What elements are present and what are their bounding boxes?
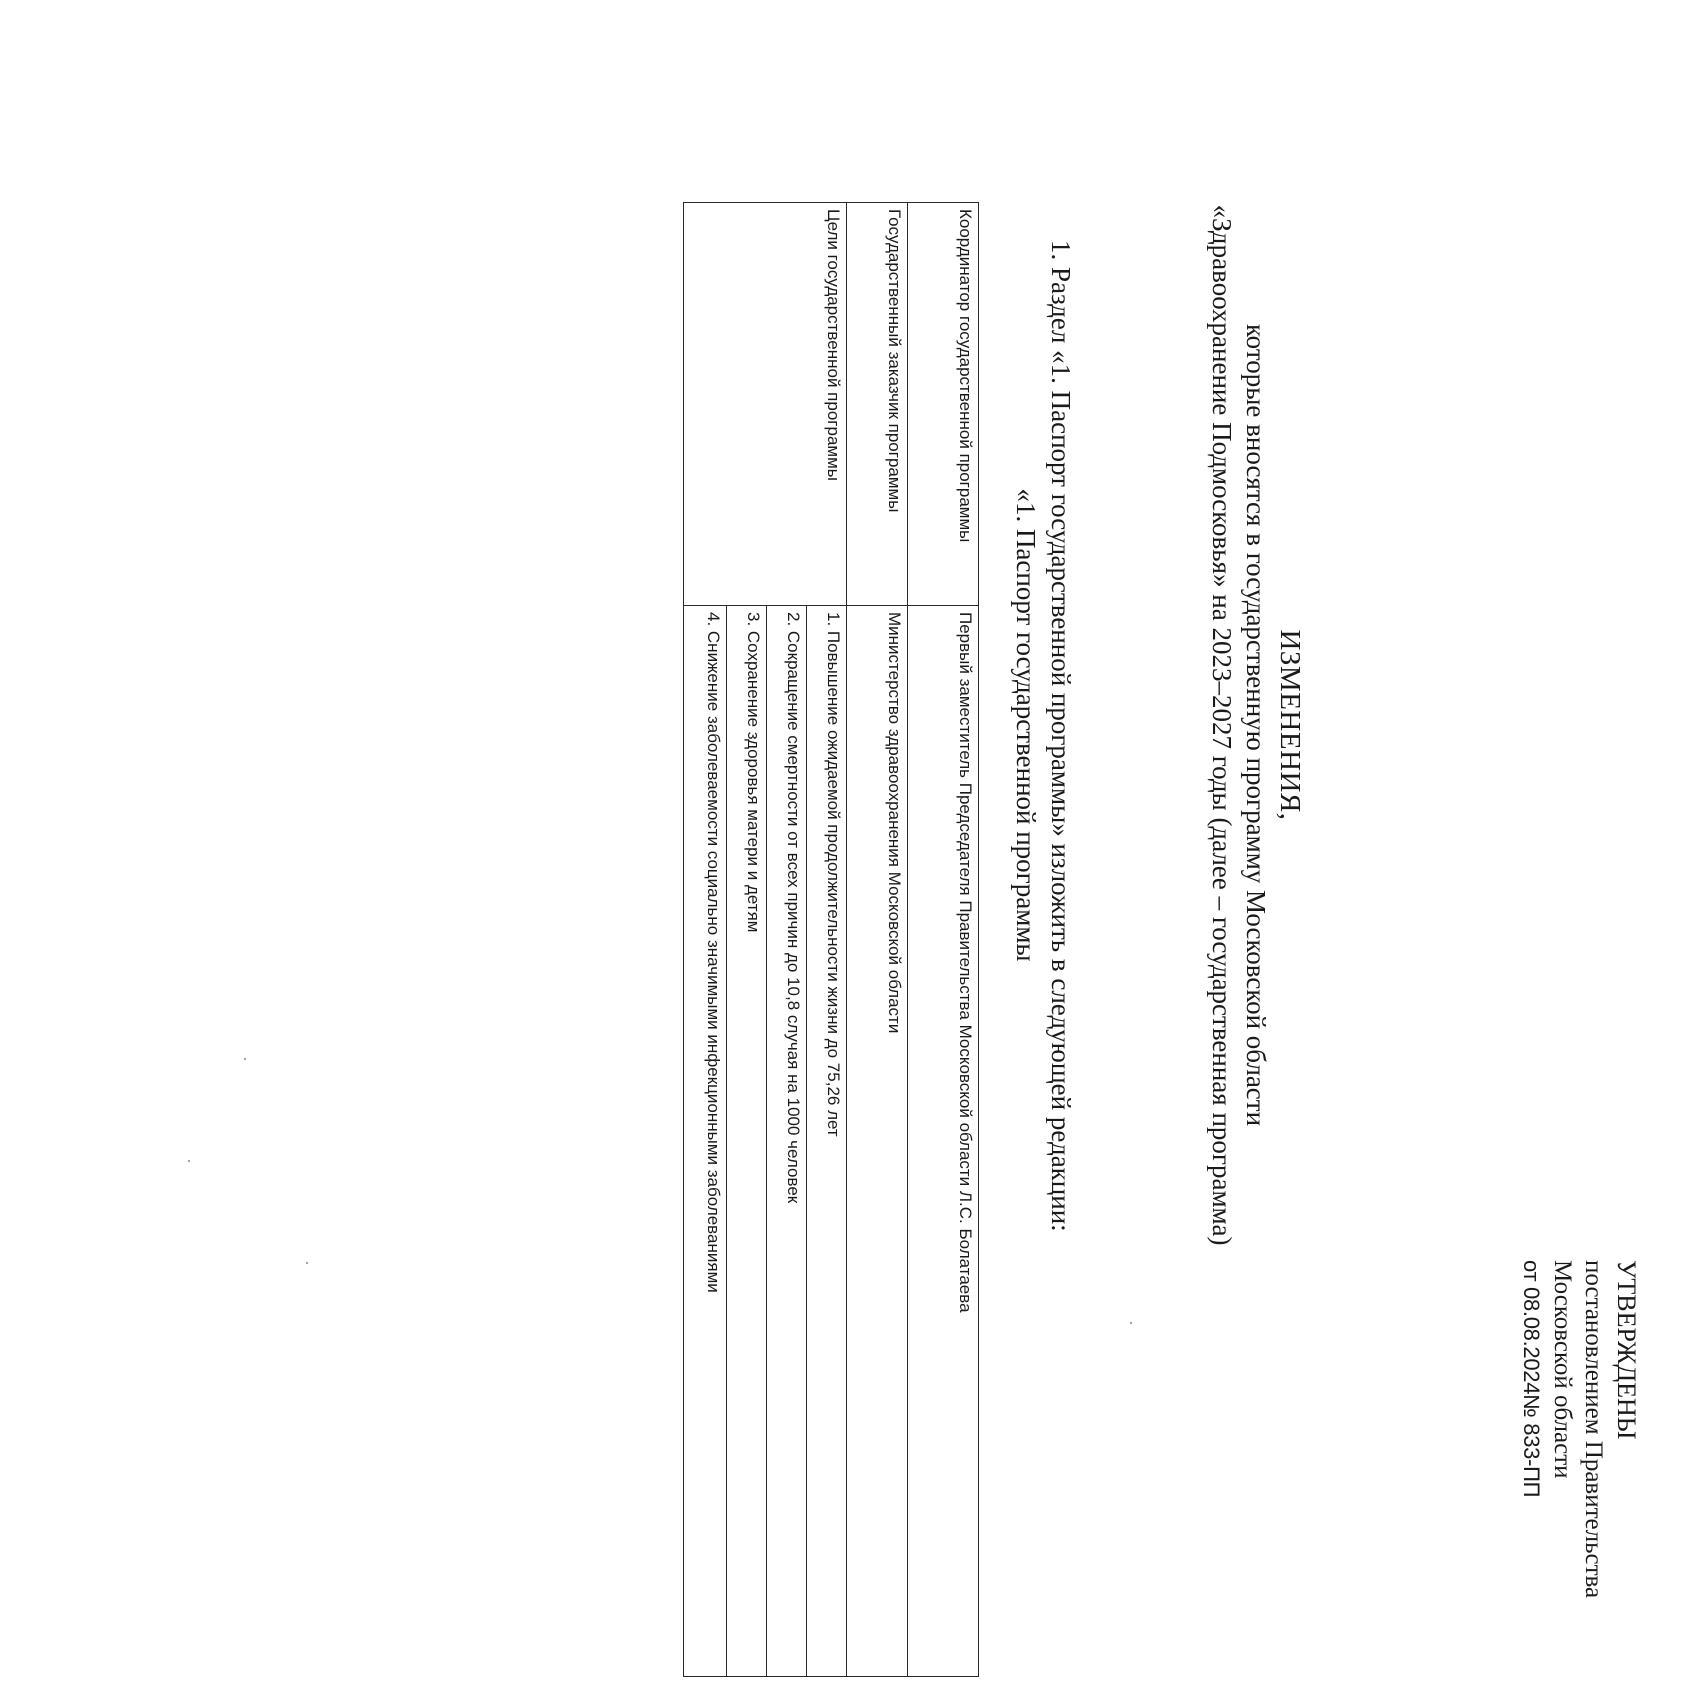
rotated-document <box>497 0 1697 1697</box>
goals-label: Цели государственной программы <box>684 203 847 606</box>
scan-speck <box>188 1160 190 1162</box>
table-row <box>847 203 908 1677</box>
heading-line-2: «Здравоохранение Подмосковья» на 2023–2027 годы (далее – государственная программа) <box>1207 204 1237 1246</box>
scan-speck <box>244 1058 246 1060</box>
passport-table <box>683 202 979 1677</box>
document-heading <box>1205 160 1307 1290</box>
customer-value: Министерство здравоохранения Московской области <box>847 606 908 1677</box>
approval-line-2: Московской области <box>1549 1260 1576 1479</box>
approval-line-1: постановлением Правительства <box>1580 1260 1607 1599</box>
table-row <box>908 203 979 1677</box>
passport-title: «1. Паспорт государственной программы <box>1011 488 1041 962</box>
coordinator-value: Первый заместитель Председателя Правительства Московской области Л.С. Болатаева <box>908 606 979 1677</box>
table-row <box>807 203 847 1677</box>
goal-item-2: 2. Сокращение смертности от всех причин до 10,8 случая на 1000 человек <box>767 606 807 1677</box>
approval-title: УТВЕРЖДЕНЫ <box>1612 1260 1641 1440</box>
customer-label: Государственный заказчик программы <box>847 203 908 606</box>
heading-line-1: которые вносятся в государственную программу Московской области <box>1241 323 1271 1127</box>
scan-speck <box>306 1262 308 1264</box>
goal-item-3: 3. Сохранение здоровья матери и детям <box>727 606 767 1677</box>
section-intro: 1. Раздел «1. Паспорт государственной программы» изложить в следующей редакции: <box>1046 240 1076 1232</box>
scan-speck <box>1130 1322 1132 1324</box>
approval-stamp <box>1516 1260 1642 1660</box>
approval-date-line: от 08.08.2024№ 833-ПП <box>1519 1260 1544 1498</box>
document-title: ИЗМЕНЕНИЯ, <box>1274 629 1306 821</box>
goal-item-1: 1. Повышение ожидаемой продолжительности жизни до 75,26 лет <box>807 606 847 1677</box>
goal-item-4: 4. Снижение заболеваемости социально значимыми инфекционными заболеваниями <box>684 606 727 1677</box>
coordinator-label: Координатор государственной программы <box>908 203 979 606</box>
